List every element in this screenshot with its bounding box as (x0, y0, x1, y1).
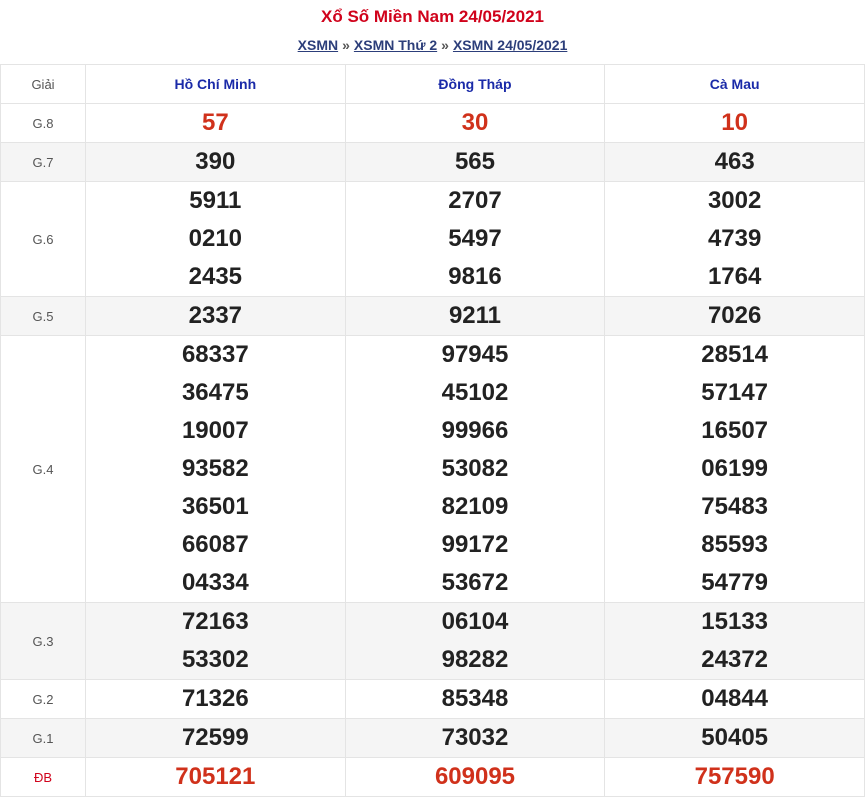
winning-number: 565 (454, 148, 495, 175)
result-cell (86, 603, 346, 680)
result-cell (345, 336, 605, 603)
breadcrumb-separator: » (342, 37, 350, 53)
prize-row (1, 143, 865, 182)
result-cell (345, 680, 605, 719)
winning-number: 53302 (181, 646, 249, 673)
winning-number: 68337 (181, 341, 249, 368)
winning-number: 3002 (707, 187, 762, 214)
result-cell (605, 758, 865, 797)
winning-number: 7026 (707, 302, 762, 329)
breadcrumb-link-xsmn-date[interactable]: XSMN 24/05/2021 (452, 37, 568, 53)
winning-number: 9211 (448, 302, 502, 329)
winning-number: 85593 (701, 531, 769, 558)
winning-number: 2435 (188, 263, 243, 290)
winning-number: 57 (201, 109, 229, 136)
winning-number: 609095 (434, 763, 516, 790)
winning-number: 5497 (448, 225, 502, 252)
winning-number: 82109 (441, 493, 509, 520)
winning-number: 75483 (701, 493, 769, 520)
winning-number: 0210 (188, 225, 243, 252)
result-cell (605, 143, 865, 182)
result-cell (86, 758, 346, 797)
winning-number: 99966 (441, 417, 509, 444)
winning-number: 54779 (701, 569, 769, 596)
winning-number: 71326 (181, 685, 249, 712)
winning-number: 19007 (181, 417, 249, 444)
winning-number: 30 (461, 109, 489, 136)
winning-number: 99172 (441, 531, 509, 558)
winning-number: 73032 (441, 724, 509, 751)
winning-number: 15133 (701, 608, 769, 635)
winning-number: 1764 (707, 263, 762, 290)
winning-number: 57147 (701, 379, 769, 406)
winning-number: 5911 (189, 187, 242, 214)
winning-number: 66087 (181, 531, 249, 558)
winning-number: 04844 (701, 685, 769, 712)
winning-number: 24372 (701, 646, 769, 673)
result-cell (86, 182, 346, 297)
breadcrumb-link-xsmn-thu-2[interactable]: XSMN Thứ 2 (353, 37, 438, 53)
prize-row (1, 680, 865, 719)
result-cell (345, 297, 605, 336)
result-cell (605, 104, 865, 143)
winning-number: 36475 (181, 379, 249, 406)
prize-row (1, 719, 865, 758)
result-cell (345, 143, 605, 182)
prize-label: G.8 (1, 104, 86, 143)
prize-label: G.4 (1, 336, 86, 603)
prize-label: G.3 (1, 603, 86, 680)
prize-label: G.5 (1, 297, 86, 336)
winning-number: 757590 (694, 763, 775, 790)
prize-row (1, 758, 865, 797)
winning-number: 45102 (441, 379, 509, 406)
prize-row (1, 603, 865, 680)
winning-number: 06199 (701, 455, 769, 482)
winning-number: 50405 (701, 724, 769, 751)
winning-number: 10 (721, 109, 748, 136)
province-header-ca-mau: Cà Mau (605, 65, 865, 104)
result-cell (605, 297, 865, 336)
winning-number: 28514 (701, 341, 769, 368)
prize-row (1, 182, 865, 297)
table-header-row (1, 65, 865, 104)
prize-label: G.1 (1, 719, 86, 758)
winning-number: 53672 (441, 569, 509, 596)
result-cell (86, 104, 346, 143)
prize-label: G.7 (1, 143, 86, 182)
result-cell (345, 758, 605, 797)
result-cell (345, 719, 605, 758)
winning-number: 390 (195, 148, 236, 175)
winning-number: 97945 (441, 341, 509, 368)
winning-number: 4739 (707, 225, 762, 252)
breadcrumb-link-xsmn[interactable]: XSMN (297, 37, 339, 53)
breadcrumb (0, 34, 865, 58)
result-cell (345, 104, 605, 143)
results-table (0, 64, 865, 797)
breadcrumb-separator: » (441, 37, 449, 53)
result-cell (605, 680, 865, 719)
result-cell (605, 336, 865, 603)
winning-number: 705121 (175, 763, 256, 790)
winning-number: 04334 (181, 569, 249, 596)
prize-column-header: Giải (1, 65, 86, 104)
winning-number: 2337 (188, 302, 243, 329)
winning-number: 72163 (181, 608, 249, 635)
prize-label: ĐB (1, 758, 86, 797)
result-cell (86, 719, 346, 758)
winning-number: 53082 (441, 455, 509, 482)
winning-number: 85348 (441, 685, 509, 712)
result-cell (86, 680, 346, 719)
page-title: Xổ Số Miền Nam 24/05/2021 (321, 7, 544, 26)
winning-number: 72599 (181, 724, 249, 751)
winning-number: 93582 (181, 455, 249, 482)
result-cell (345, 182, 605, 297)
winning-number: 16507 (701, 417, 769, 444)
province-header-ho-chi-minh: Hồ Chí Minh (86, 65, 346, 104)
prize-row (1, 104, 865, 143)
result-cell (86, 336, 346, 603)
result-cell (605, 182, 865, 297)
result-cell (345, 603, 605, 680)
winning-number: 06104 (441, 608, 509, 635)
result-cell (86, 143, 346, 182)
winning-number: 98282 (441, 646, 509, 673)
prize-row (1, 336, 865, 603)
winning-number: 9816 (448, 263, 502, 290)
prize-row (1, 297, 865, 336)
result-cell (605, 719, 865, 758)
prize-label: G.6 (1, 182, 86, 297)
winning-number: 36501 (181, 493, 249, 520)
province-header-dong-thap: Đồng Tháp (345, 65, 605, 104)
result-cell (86, 297, 346, 336)
winning-number: 463 (714, 148, 755, 175)
result-cell (605, 603, 865, 680)
winning-number: 2707 (448, 187, 502, 214)
prize-label: G.2 (1, 680, 86, 719)
